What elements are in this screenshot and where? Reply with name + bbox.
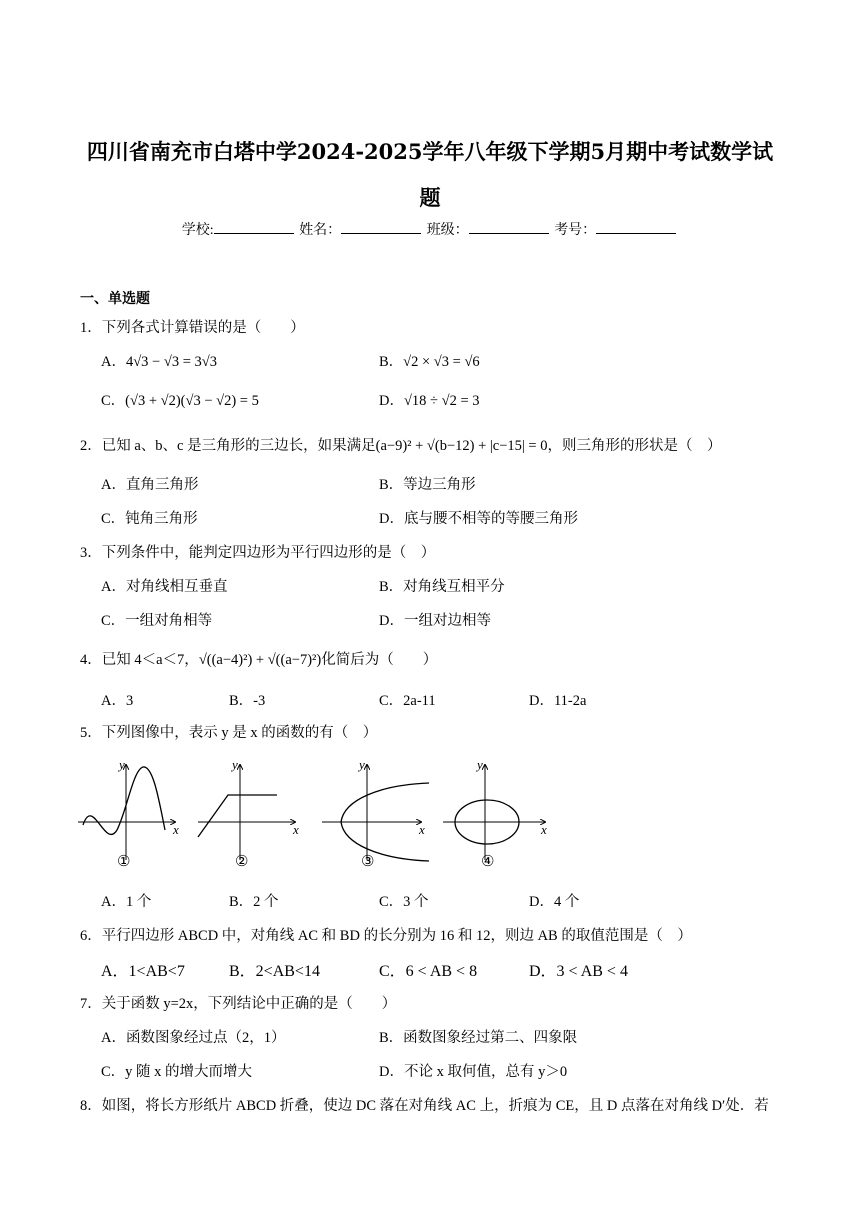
class-blank: [469, 221, 549, 234]
graph-1-y-label: y: [119, 757, 125, 772]
q3-stem: 3．下列条件中，能判定四边形为平行四边形的是（ ）: [80, 545, 436, 561]
q4-option-d: D．11-2a: [529, 693, 587, 709]
q7-option-a: A．函数图象经过点（2，1）: [101, 1030, 286, 1046]
school-blank: [214, 221, 294, 234]
q3-option-b: B．对角线互相平分: [379, 579, 505, 595]
q4-option-a: A．3: [101, 693, 134, 709]
graph-3-number: ③: [361, 854, 375, 870]
q6-stem: 6．平行四边形 ABCD 中，对角线 AC 和 BD 的长分别为 16 和 12，则边 AB 的取值范围是（ ）: [80, 928, 692, 944]
graph-2-x-label: x: [293, 822, 299, 837]
graph-4-y-label: y: [477, 757, 483, 772]
exam-number-label: 考号：: [554, 223, 597, 238]
q4-stem-post: 化简后为（ ）: [321, 652, 438, 668]
graph-2-number: ②: [235, 854, 249, 870]
q4-option-b: B．-3: [229, 693, 266, 709]
graph-1-x-label: x: [173, 822, 179, 837]
q5-option-a: A．1 个: [101, 894, 152, 910]
q8-stem: 8．如图，将长方形纸片 ABCD 折叠，使边 DC 落在对角线 AC 上，折痕为 CE，且 D 点落在对角线 D′处．若: [80, 1098, 769, 1114]
class-label: 班级：: [426, 223, 469, 238]
exam-title-line-1: 四川省南充市白塔中学2024-2025学年八年级下学期5月期中考试数学试: [86, 139, 774, 164]
graph-2: [198, 757, 299, 870]
q5-option-d: D．4 个: [529, 894, 580, 910]
q6-option-c: C．6 < AB < 8: [379, 963, 478, 980]
graph-3-y-label: y: [359, 757, 365, 772]
q7-option-d: D．不论 x 取何值，总有 y＞0: [379, 1064, 568, 1080]
graph-2-y-label: y: [232, 757, 238, 772]
q5-stem: 5．下列图像中，表示 y 是 x 的函数的有（ ）: [80, 725, 378, 741]
q1-option-d: D．√18 ÷ √2 = 3: [379, 393, 480, 409]
q7-stem: 7．关于函数 y=2x，下列结论中正确的是（ ）: [80, 996, 397, 1012]
q2-stem-post: ，则三角形的形状是（ ）: [547, 438, 722, 454]
school-label: 学校:: [181, 223, 214, 238]
q5-function-graphs: [75, 755, 555, 875]
exam-title-line-2: 题: [419, 185, 441, 210]
graph-1: [78, 757, 179, 870]
q2-option-a: A．直角三角形: [101, 477, 199, 493]
section-heading: 一、单选题: [80, 292, 150, 307]
q4-stem-expression: √((a−4)²) + √((a−7)²): [198, 652, 322, 668]
q2-stem: [80, 434, 722, 455]
q5-option-c: C．3 个: [379, 894, 429, 910]
graph-4-x-label: x: [541, 822, 547, 837]
q4-stem: [80, 648, 437, 669]
q2-stem-pre: 2．已知 a、b、c 是三角形的三边长，如果满足: [80, 438, 376, 454]
q5-option-b: B．2 个: [229, 894, 279, 910]
q3-option-a: A．对角线相互垂直: [101, 579, 228, 595]
exam-number-blank: [596, 221, 676, 234]
name-label: 姓名：: [299, 223, 342, 238]
graph-3-x-label: x: [419, 822, 425, 837]
q6-option-b: B．2<AB<14: [229, 963, 320, 980]
q6-option-a: A．1<AB<7: [101, 963, 185, 980]
q2-option-b: B．等边三角形: [379, 477, 476, 493]
q4-stem-pre: 4．已知 4＜a＜7，: [80, 652, 199, 668]
q1-option-a: A．4√3 − √3 = 3√3: [101, 354, 217, 370]
q2-stem-expression: (a−9)² + √(b−12) + |c−15| = 0: [375, 438, 548, 454]
q3-option-c: C．一组对角相等: [101, 613, 213, 629]
q1-stem: 1．下列各式计算错误的是（ ）: [80, 320, 305, 336]
q7-option-b: B．函数图象经过第二、四象限: [379, 1030, 578, 1046]
q2-option-c: C．钝角三角形: [101, 511, 198, 527]
q2-option-d: D．底与腰不相等的等腰三角形: [379, 511, 578, 527]
q3-option-d: D．一组对边相等: [379, 613, 491, 629]
q6-option-d: D．3 < AB < 4: [529, 963, 628, 980]
name-blank: [341, 221, 421, 234]
graph-1-number: ①: [117, 854, 131, 870]
q4-option-c: C．2a-11: [379, 693, 436, 709]
q7-option-c: C．y 随 x 的增大而增大: [101, 1064, 253, 1080]
graph-4: [443, 757, 547, 870]
q1-option-b: B．√2 × √3 = √6: [379, 354, 480, 370]
graph-3: [322, 757, 429, 870]
graph-4-number: ④: [481, 854, 495, 870]
q1-option-c: C．(√3 + √2)(√3 − √2) = 5: [101, 393, 259, 409]
student-info-line: [0, 219, 860, 239]
